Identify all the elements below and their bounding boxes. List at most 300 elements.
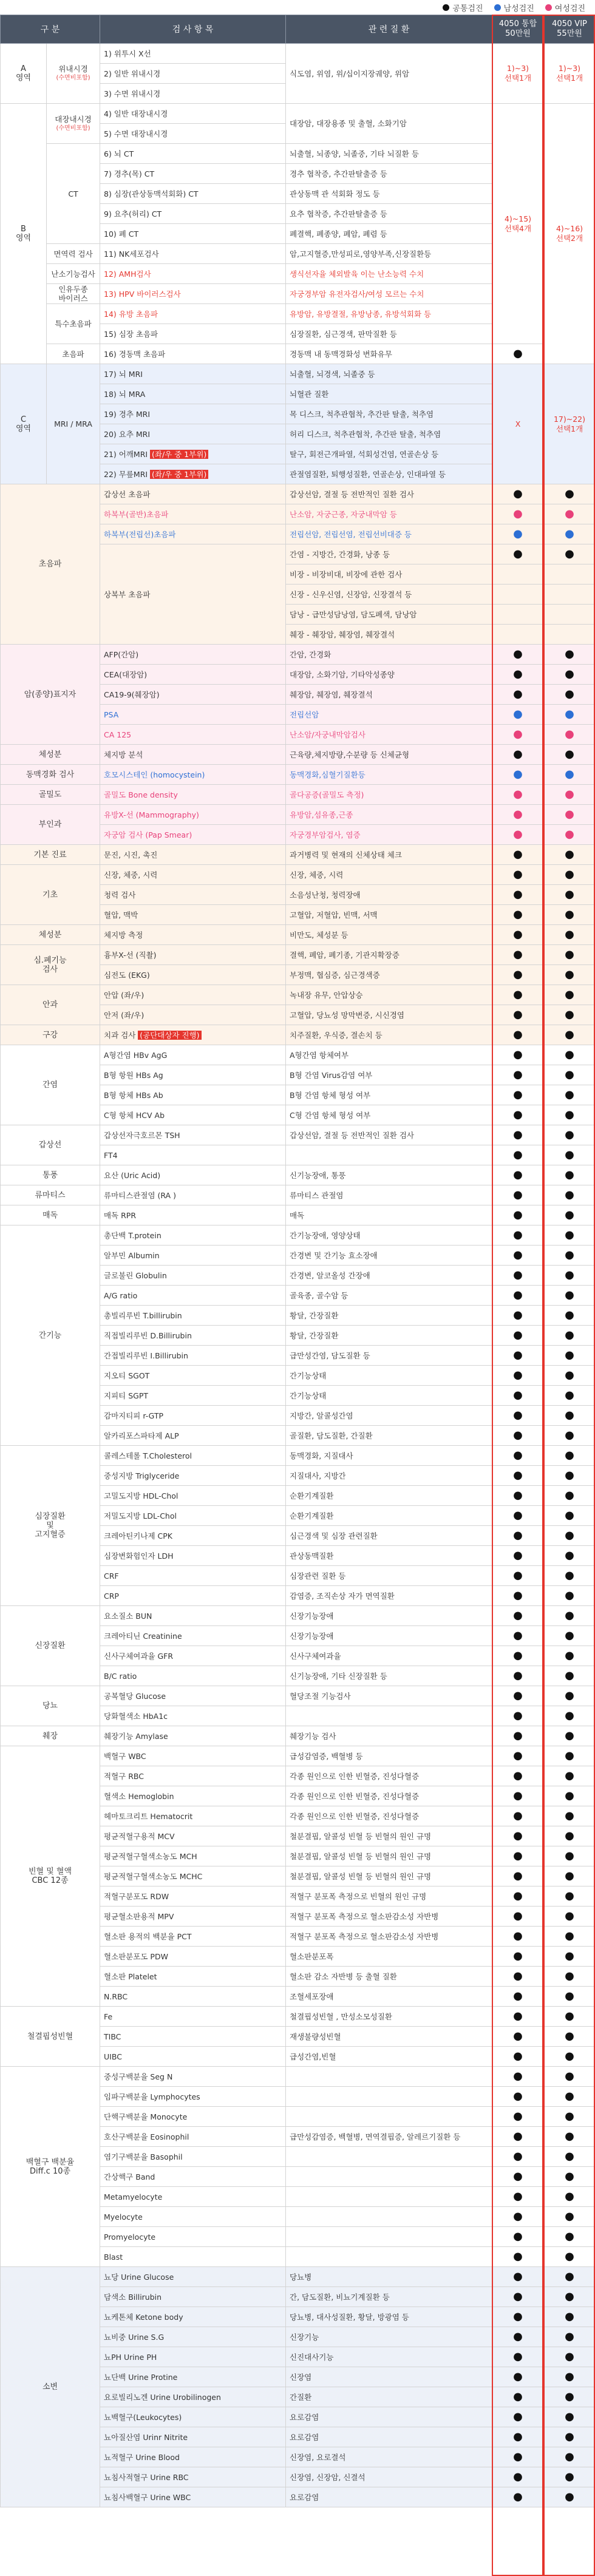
pkg2-check — [544, 1326, 595, 1346]
related-disease: 골육종, 골수암 등 — [286, 1286, 492, 1306]
legend-male: 남성검진 — [494, 2, 534, 13]
exam-item: 5) 수면 대장내시경 — [100, 124, 286, 144]
table-row — [1, 2007, 595, 2027]
common-dot-icon: ● — [513, 2390, 523, 2403]
table-row — [1, 845, 595, 865]
related-disease: A형간염 항체여부 — [286, 1045, 492, 1065]
pkg1-check — [492, 1406, 544, 1426]
common-dot-icon: ● — [513, 1829, 523, 1842]
pkg2-check — [544, 1706, 595, 1726]
pkg2-check — [544, 1606, 595, 1626]
pkg1-check — [492, 2067, 544, 2087]
pkg2-check — [544, 625, 595, 645]
common-dot-icon: ● — [565, 1869, 574, 1882]
pkg2-check — [544, 2187, 595, 2207]
exam-item: Blast — [100, 2247, 286, 2267]
related-disease: 신장기능장애 — [286, 1626, 492, 1646]
section-label: A 영역 — [1, 44, 47, 104]
exam-item: 하복부(전립선)초음파 — [100, 524, 286, 544]
exam-item: 혈소판분포도 PDW — [100, 1947, 286, 1967]
common-dot-icon: ● — [513, 1229, 523, 1241]
common-dot-icon: ● — [513, 1930, 523, 1942]
pkg2-check — [544, 2447, 595, 2467]
pkg1-check — [492, 2387, 544, 2407]
related-disease: B형 간염 Virus감염 여부 — [286, 1065, 492, 1085]
pkg2-check — [544, 1426, 595, 1446]
category-label: 간기능 — [1, 1225, 100, 1446]
pkg2-check — [544, 1506, 595, 1526]
pkg2-check — [544, 885, 595, 905]
exam-item: Fe — [100, 2007, 286, 2027]
exam-item: 췌장기능 Amylase — [100, 1726, 286, 1746]
exam-item: 8) 심장(관상동맥석회화) CT — [100, 184, 286, 204]
exam-item: 19) 경추 MRI — [100, 404, 286, 424]
exam-item: 심장변화험인자 LDH — [100, 1546, 286, 1566]
pkg2-check — [544, 945, 595, 965]
pkg1-selection-text: X — [515, 419, 521, 429]
common-dot-icon: ● — [565, 1409, 574, 1422]
pkg2-check — [544, 1025, 595, 1045]
pkg1-check — [492, 1005, 544, 1025]
related-disease: 간질환 — [286, 2387, 492, 2407]
common-dot-icon: ● — [565, 547, 574, 560]
header-pkg1: 4050 통합 50만원 — [492, 15, 544, 44]
pkg1-check — [492, 1205, 544, 1225]
related-disease — [286, 2107, 492, 2127]
related-disease: 간암, 간경화 — [286, 645, 492, 665]
related-disease: 황달, 간장질환 — [286, 1326, 492, 1346]
pkg2-check — [544, 2107, 595, 2127]
common-dot-icon: ● — [565, 948, 574, 961]
exam-item: AFP(간암) — [100, 645, 286, 665]
male-dot-icon: ● — [513, 527, 523, 540]
exam-item: CRF — [100, 1566, 286, 1586]
common-dot-icon: ● — [565, 2430, 574, 2443]
exam-item: 중성지방 Triglyceride — [100, 1466, 286, 1486]
related-disease: 조혈세포장애 — [286, 1987, 492, 2007]
exam-item: 3) 수면 위내시경 — [100, 84, 286, 104]
common-dot-icon: ● — [513, 1088, 523, 1101]
common-dot-icon: ● — [513, 1469, 523, 1482]
pkg2-check — [544, 1746, 595, 1766]
exam-item: 혈소판 용적의 백분율 PCT — [100, 1927, 286, 1947]
common-dot-icon: ● — [565, 1048, 574, 1061]
pkg2-check — [544, 1666, 595, 1686]
pkg2-check — [544, 2087, 595, 2107]
pkg2-selection — [544, 364, 595, 484]
part-note: (좌/우 중 1부위) — [150, 470, 208, 479]
pkg1-check — [492, 2327, 544, 2347]
checkup-table — [0, 15, 595, 2507]
exam-item: 안압 (좌/우) — [100, 985, 286, 1005]
common-dot-icon: ● — [513, 2370, 523, 2383]
pkg1-check — [492, 805, 544, 825]
pkg1-check — [492, 685, 544, 705]
common-dot-icon: ● — [565, 648, 574, 660]
common-dot-icon: ● — [513, 668, 523, 680]
pkg1-check — [492, 1947, 544, 1967]
pkg1-selection — [492, 44, 544, 104]
common-dot-icon: ● — [565, 2350, 574, 2363]
common-dot-icon: ● — [513, 1349, 523, 1361]
common-dot-icon: ● — [513, 1389, 523, 1402]
pkg2-check — [544, 1907, 595, 1927]
common-dot-icon: ● — [513, 1068, 523, 1081]
exam-item: FT4 — [100, 1145, 286, 1165]
related-disease: 신장기능장애 — [286, 1606, 492, 1626]
related-disease: 각종 원인으로 인한 빈혈증, 진성다혈증 — [286, 1806, 492, 1826]
category-label: 간염 — [1, 1045, 100, 1125]
common-dot-icon: ● — [565, 868, 574, 881]
common-dot-icon: ● — [565, 1269, 574, 1281]
common-dot-icon: ● — [513, 1910, 523, 1922]
common-dot-icon: ● — [513, 2410, 523, 2423]
table-row — [1, 1726, 595, 1746]
male-dot-icon: ● — [565, 708, 574, 720]
pkg1-check — [492, 585, 544, 605]
related-disease: 녹내장 유무, 안압상승 — [286, 985, 492, 1005]
common-dot-icon: ● — [513, 2110, 523, 2123]
pkg2-check — [544, 1005, 595, 1025]
common-dot-icon: ● — [565, 1589, 574, 1602]
pkg1-check — [492, 1145, 544, 1165]
pkg1-check — [492, 725, 544, 745]
pkg2-check — [544, 1526, 595, 1546]
related-disease: 비만도, 체성분 등 — [286, 925, 492, 945]
exam-item: A/G ratio — [100, 1286, 286, 1306]
common-dot-icon: ● — [513, 2350, 523, 2363]
common-dot-icon: ● — [513, 1509, 523, 1522]
common-dot-icon — [443, 4, 449, 11]
table-body — [1, 44, 595, 2507]
category-label: 위내시경 (수면비포함) — [47, 44, 100, 104]
common-dot-icon: ● — [513, 648, 523, 660]
pkg2-check — [544, 1065, 595, 1085]
common-dot-icon: ● — [565, 1629, 574, 1642]
category-label: 체성분 — [1, 745, 100, 765]
pkg1-check — [492, 745, 544, 765]
pkg2-check — [544, 1546, 595, 1566]
common-dot-icon: ● — [565, 1669, 574, 1682]
common-dot-icon: ● — [565, 1569, 574, 1582]
pkg1-check — [492, 2307, 544, 2327]
pkg1-check — [492, 1586, 544, 1606]
exam-item: 18) 뇌 MRA — [100, 384, 286, 404]
pkg1-check — [492, 1826, 544, 1846]
common-dot-icon: ● — [513, 1008, 523, 1021]
table-row — [1, 785, 595, 805]
common-dot-icon: ● — [513, 1649, 523, 1662]
pkg2-check — [544, 2167, 595, 2187]
exam-item: 유방X-선 (Mammography) — [100, 805, 286, 825]
related-disease: 신장염, 신장암, 신결석 — [286, 2467, 492, 2487]
common-dot-icon: ● — [565, 1789, 574, 1802]
table-header — [1, 15, 595, 44]
male-dot-icon — [494, 4, 501, 11]
common-dot-icon: ● — [513, 1589, 523, 1602]
pkg2-check — [544, 1366, 595, 1386]
pkg2-check — [544, 825, 595, 845]
related-disease: 각종 원인으로 인한 빈혈증, 진성다혈증 — [286, 1786, 492, 1806]
section-label: C 영역 — [1, 364, 47, 484]
related-disease: 유방암, 유방결절, 유방낭종, 유방석회화 등 — [286, 304, 492, 324]
related-disease — [286, 1145, 492, 1165]
table-row — [1, 1165, 595, 1185]
pkg2-check — [544, 2007, 595, 2027]
pkg1-check — [492, 564, 544, 585]
related-disease: 결핵, 폐암, 폐기종, 기관지확장증 — [286, 945, 492, 965]
common-dot-icon: ● — [513, 688, 523, 700]
pkg1-check — [492, 1225, 544, 1246]
related-disease: 뇌출혈, 뇌종양, 뇌졸중, 기타 뇌질환 등 — [286, 144, 492, 164]
table-row — [1, 865, 595, 885]
pkg1-check — [492, 925, 544, 945]
common-dot-icon: ● — [513, 1689, 523, 1702]
related-disease — [286, 2227, 492, 2247]
pkg2-check — [544, 2367, 595, 2387]
related-disease: 식도염, 위염, 위/십이지장궤양, 위암 — [286, 44, 492, 104]
exam-item: 치과 검사 (공단대상자 진행) — [100, 1025, 286, 1045]
category-label: 철결핍성빈혈 — [1, 2007, 100, 2067]
pkg1-check — [492, 905, 544, 925]
common-dot-icon: ● — [565, 1369, 574, 1381]
related-disease: 동맥경화,심혈기질환등 — [286, 765, 492, 785]
common-dot-icon: ● — [513, 1269, 523, 1281]
common-dot-icon: ● — [565, 1349, 574, 1361]
related-disease: 허리 디스크, 척추관협착, 추간판 탈출, 척추염 — [286, 424, 492, 444]
exam-item: 11) NK세포검사 — [100, 244, 286, 264]
female-dot-icon: ● — [565, 788, 574, 801]
common-dot-icon: ● — [565, 2210, 574, 2223]
exam-item: 요산 (Uric Acid) — [100, 1165, 286, 1185]
related-disease: 췌장암, 췌장염, 췌장결석 — [286, 685, 492, 705]
common-dot-icon: ● — [565, 1068, 574, 1081]
category-label: 골밀도 — [1, 785, 100, 805]
pkg2-check — [544, 925, 595, 945]
pkg1-check — [492, 2367, 544, 2387]
pkg2-check — [544, 1185, 595, 1205]
related-disease: 전립선암 — [286, 705, 492, 725]
common-dot-icon: ● — [513, 1048, 523, 1061]
common-dot-icon: ● — [565, 1088, 574, 1101]
exam-item: N.RBC — [100, 1987, 286, 2007]
related-disease: 재생불량성빈혈 — [286, 2027, 492, 2047]
related-disease: 심장관련 질환 등 — [286, 1566, 492, 1586]
pkg2-check — [544, 544, 595, 564]
common-dot-icon: ● — [565, 1689, 574, 1702]
related-disease: 췌장기능 검사 — [286, 1726, 492, 1746]
pkg2-check — [544, 2407, 595, 2427]
category-label: 심장질환 및 고지혈증 — [1, 1446, 100, 1606]
exam-item: 임파구백분율 Lymphocytes — [100, 2087, 286, 2107]
exam-item: TIBC — [100, 2027, 286, 2047]
pkg1-check — [492, 2107, 544, 2127]
exam-item: 10) 폐 CT — [100, 224, 286, 244]
pkg2-check — [544, 2427, 595, 2447]
pkg1-check — [492, 2147, 544, 2167]
exam-item: Metamyelocyte — [100, 2187, 286, 2207]
pkg1-check — [492, 1446, 544, 1466]
category-label: 소변 — [1, 2267, 100, 2507]
pkg1-check — [492, 1967, 544, 1987]
pkg1-check — [492, 785, 544, 805]
pkg2-check — [544, 1286, 595, 1306]
category-label: 안과 — [1, 985, 100, 1025]
common-dot-icon: ● — [565, 2090, 574, 2103]
category-label: 면역력 검사 — [47, 244, 100, 264]
exam-item: 뇨적혈구 Urine Blood — [100, 2447, 286, 2467]
pkg2-check — [544, 1726, 595, 1746]
pkg1-check — [492, 1907, 544, 1927]
pkg1-check — [492, 765, 544, 785]
related-disease: 간기능장애, 영양상태 — [286, 1225, 492, 1246]
related-disease: 철분결핍, 알콜성 빈혈 등 빈혈의 원인 규명 — [286, 1846, 492, 1866]
pkg1-check — [492, 1746, 544, 1766]
exam-item: B/C ratio — [100, 1666, 286, 1686]
exam-item: 뇨침사백혈구 Urine WBC — [100, 2487, 286, 2507]
pkg1-check — [492, 705, 544, 725]
exam-item: 간접빌리루빈 I.Billirubin — [100, 1346, 286, 1366]
pkg2-check — [544, 1246, 595, 1266]
pkg1-check — [492, 2287, 544, 2307]
pkg1-check — [492, 1666, 544, 1686]
common-dot-icon: ● — [565, 1749, 574, 1762]
category-label: 부인과 — [1, 805, 100, 845]
common-dot-icon: ● — [513, 1729, 523, 1742]
common-dot-icon: ● — [565, 487, 574, 500]
pkg1-check — [492, 2087, 544, 2107]
exam-item: 간상핵구 Band — [100, 2167, 286, 2187]
pkg1-check — [492, 2447, 544, 2467]
pkg1-check — [492, 504, 544, 524]
exam-item: 9) 요추(허리) CT — [100, 204, 286, 224]
related-disease: 급성감염증, 백혈병 등 — [286, 1746, 492, 1766]
common-dot-icon: ● — [513, 347, 523, 360]
related-disease: 당뇨병 — [286, 2267, 492, 2287]
exam-item: 저밀도지방 LDL-Chol — [100, 1506, 286, 1526]
related-disease: 췌장 - 췌장암, 췌장염, 췌장결석 — [286, 625, 492, 645]
table-row — [1, 484, 595, 504]
common-dot-icon: ● — [565, 2330, 574, 2343]
pkg2-check — [544, 1626, 595, 1646]
pkg2-check — [544, 605, 595, 625]
common-dot-icon: ● — [565, 2190, 574, 2203]
category-label: 대장내시경 (수면비포함) — [47, 104, 100, 144]
related-disease: 부정맥, 협심증, 심근경색증 — [286, 965, 492, 985]
common-dot-icon: ● — [565, 1809, 574, 1822]
common-dot-icon: ● — [513, 2250, 523, 2263]
related-disease: 간기능상태 — [286, 1366, 492, 1386]
related-disease: 철결핍성빈혈 , 만성소모성질환 — [286, 2007, 492, 2027]
pkg2-check — [544, 1927, 595, 1947]
common-dot-icon: ● — [565, 1609, 574, 1622]
common-dot-icon: ● — [513, 1168, 523, 1181]
pkg2-check — [544, 1205, 595, 1225]
related-disease: 뇌혈관 질환 — [286, 384, 492, 404]
table-row — [1, 1686, 595, 1706]
common-dot-icon: ● — [513, 1629, 523, 1642]
common-dot-icon: ● — [513, 1890, 523, 1902]
pkg1-check — [492, 1927, 544, 1947]
exam-item: 고밀도지방 HDL-Chol — [100, 1486, 286, 1506]
exam-item: CA 125 — [100, 725, 286, 745]
related-disease: 신장기능 — [286, 2327, 492, 2347]
legend — [0, 0, 595, 15]
pkg1-check — [492, 1246, 544, 1266]
common-dot-icon: ● — [565, 1950, 574, 1962]
common-dot-icon: ● — [565, 2110, 574, 2123]
related-disease: 관상동맥질환 — [286, 1546, 492, 1566]
related-disease — [286, 1706, 492, 1726]
pkg1-check — [492, 1065, 544, 1085]
exam-item: 적혈구 RBC — [100, 1766, 286, 1786]
common-dot-icon: ● — [565, 1829, 574, 1842]
pkg2-check — [544, 1165, 595, 1185]
exam-item: CRP — [100, 1586, 286, 1606]
pkg2-check — [544, 524, 595, 544]
pkg2-check — [544, 2147, 595, 2167]
pkg1-check — [492, 1987, 544, 2007]
table-row — [1, 925, 595, 945]
pkg2-check — [544, 564, 595, 585]
pkg2-check — [544, 1225, 595, 1246]
exam-item: 백혈구 WBC — [100, 1746, 286, 1766]
related-disease: 적혈구 분포폭 측정으로 빈혈의 원인 규명 — [286, 1886, 492, 1907]
common-dot-icon: ● — [565, 1489, 574, 1502]
exam-item: 뇨단백 Urine Protine — [100, 2367, 286, 2387]
exam-item: 지오티 SGOT — [100, 1366, 286, 1386]
category-label: 구강 — [1, 1025, 100, 1045]
exam-item: 16) 경동맥 초음파 — [100, 344, 286, 364]
exam-item: 지피티 SGPT — [100, 1386, 286, 1406]
common-dot-icon: ● — [513, 1329, 523, 1341]
exam-item: 총단백 T.protein — [100, 1225, 286, 1246]
exam-item: 매독 RPR — [100, 1205, 286, 1225]
exam-item: 신장, 체중, 시력 — [100, 865, 286, 885]
pkg2-check — [544, 1826, 595, 1846]
common-dot-icon: ● — [565, 1429, 574, 1442]
table-row — [1, 1225, 595, 1246]
common-dot-icon: ● — [565, 1990, 574, 2002]
pkg2-check — [544, 1045, 595, 1065]
related-disease: 신사구체여과율 — [286, 1646, 492, 1666]
common-dot-icon: ● — [565, 928, 574, 941]
related-disease: 신장염 — [286, 2367, 492, 2387]
related-disease: 담낭 - 급만성담낭염, 담도폐색, 담낭암 — [286, 605, 492, 625]
common-dot-icon: ● — [565, 748, 574, 761]
common-dot-icon: ● — [565, 988, 574, 1001]
exam-item: 요로빌리노겐 Urine Urobilinogen — [100, 2387, 286, 2407]
common-dot-icon: ● — [565, 1890, 574, 1902]
pkg1-check — [492, 1266, 544, 1286]
exam-item: 혈소판 Platelet — [100, 1967, 286, 1987]
header-disease: 관 련 질 환 — [286, 15, 492, 44]
pkg2-check — [544, 965, 595, 985]
exam-item: 뇨당 Urine Glucose — [100, 2267, 286, 2287]
common-dot-icon: ● — [565, 1649, 574, 1662]
related-disease: 과거병력 및 현재의 신체상태 체크 — [286, 845, 492, 865]
female-dot-icon: ● — [513, 507, 523, 520]
exam-item: 호모시스테인 (homocystein) — [100, 765, 286, 785]
common-dot-icon: ● — [565, 1549, 574, 1562]
pkg1-check — [492, 544, 544, 564]
exam-item: 뇨백혈구(Leukocytes) — [100, 2407, 286, 2427]
exam-item: 갑상선 초음파 — [100, 484, 286, 504]
common-dot-icon: ● — [565, 848, 574, 861]
related-disease: 비장 - 비장비대, 비장에 관한 검사 — [286, 564, 492, 585]
pkg1-selection-text: 4)~15) 선택4개 — [504, 214, 532, 233]
pkg1-check — [492, 2207, 544, 2227]
